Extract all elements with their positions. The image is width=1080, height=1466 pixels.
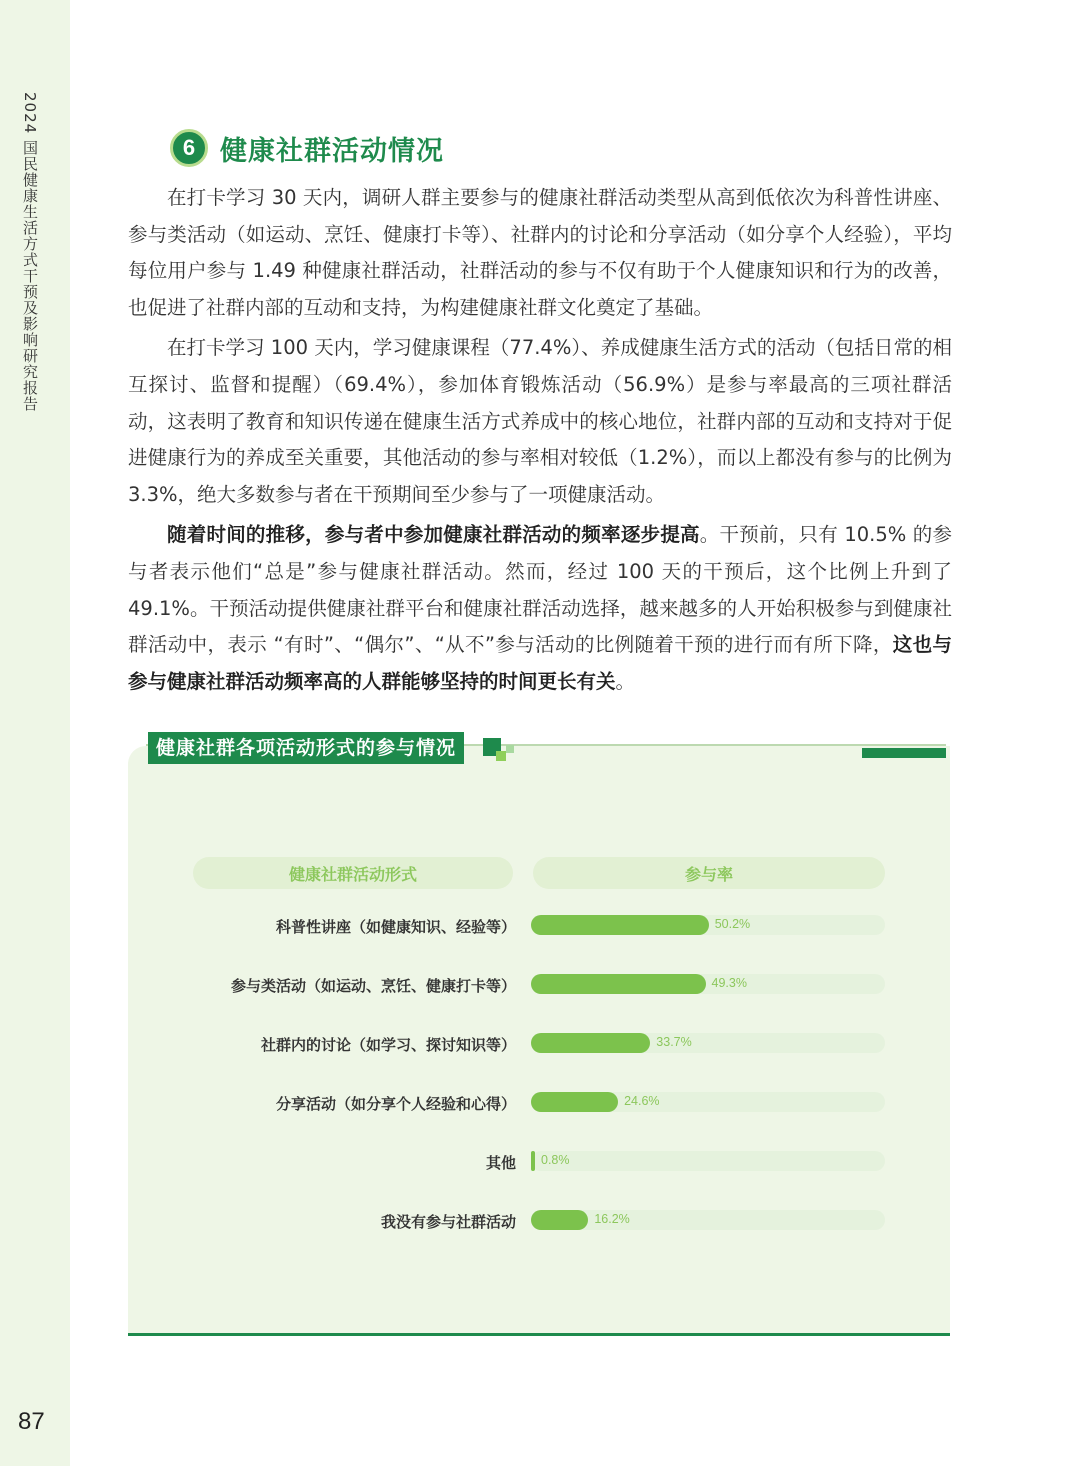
body-paragraph xyxy=(128,517,952,700)
category-label: 社群内的讨论（如学习、探讨知识等） xyxy=(260,1036,516,1054)
page-number: 87 xyxy=(18,1408,45,1435)
category-label: 我没有参与社群活动 xyxy=(380,1213,516,1231)
category-label: 参与类活动（如运动、烹饪、健康打卡等） xyxy=(230,977,516,995)
bar xyxy=(531,1033,650,1053)
chart-title: 健康社群各项活动形式的参与情况 xyxy=(148,732,464,764)
paragraph-text: 在打卡学习 30 天内，调研人群主要参与的健康社群活动类型从高到低依次为科普性讲座、参与类活动（如运动、烹饪、健康打卡等）、社群内的讨论和分享活动（如分享个人经验），平均每位用户参与 1.49 种健康社群活动，社群活动的参与不仅有助于个人健康知识和行为的改善，也促进了社群内部的互动和支持，为构建健康社群文化奠定了基础。 xyxy=(128,186,952,319)
bar-track xyxy=(531,1210,885,1230)
section-heading xyxy=(170,128,444,168)
section-title: 健康社群活动情况 xyxy=(220,135,444,167)
body-paragraph xyxy=(128,180,952,326)
value-column-header: 参与率 xyxy=(533,857,885,889)
chart-corner-accent xyxy=(862,748,946,758)
bar-track xyxy=(531,1033,885,1053)
bar-track xyxy=(531,1151,885,1171)
bar-track xyxy=(531,1092,885,1112)
report-running-title: 2024 国民健康生活方式干预及影响研究报告 xyxy=(21,92,39,412)
emphasized-text: 随着时间的推移，参与者中参加健康社群活动的频率逐步提高 xyxy=(167,523,700,547)
emphasized-text: 这也与参与健康社群活动频率高的人群能够坚持的时间更长有关 xyxy=(128,633,952,693)
bar-value-label: 24.6% xyxy=(624,1094,660,1108)
bar xyxy=(531,1210,588,1230)
bar-track xyxy=(531,915,885,935)
decorative-square xyxy=(496,751,506,761)
bar-value-label: 49.3% xyxy=(711,976,747,990)
bar xyxy=(531,974,706,994)
bar-value-label: 50.2% xyxy=(714,917,751,931)
category-label: 分享活动（如分享个人经验和心得） xyxy=(275,1095,516,1113)
category-label: 其他 xyxy=(485,1154,516,1172)
bar-value-label: 33.7% xyxy=(656,1035,692,1049)
bar-track xyxy=(531,974,885,994)
bar xyxy=(531,1151,535,1171)
category-label: 科普性讲座（如健康知识、经验等） xyxy=(275,918,516,936)
decorative-square xyxy=(506,745,514,753)
paragraph-text: 。 xyxy=(615,669,636,693)
body-paragraph xyxy=(128,330,952,513)
bar xyxy=(531,915,709,935)
bar-value-label: 0.8% xyxy=(541,1153,570,1167)
category-column-header: 健康社群活动形式 xyxy=(193,857,513,889)
bar-value-label: 16.2% xyxy=(594,1212,630,1226)
paragraph-text: 在打卡学习 100 天内，学习健康课程（77.4%）、养成健康生活方式的活动（包括日常的相互探讨、监督和提醒）（69.4%），参加体育锻炼活动（56.9%）是参与率最高的三项社群活动，这表明了教育和知识传递在健康生活方式养成中的核心地位，社群内部的互动和支持对于促进健康行为的养成至关重要，其他活动的参与率相对较低（1.2%），而以上都没有参与的比例为 3.3%，绝大多数参与者在干预期间至少参与了一项健康活动。 xyxy=(128,336,952,506)
bar xyxy=(531,1092,618,1112)
section-number-badge: 6 xyxy=(170,129,208,167)
paragraph-text: 。干预前，只有 10.5% 的参与者表示他们“总是”参与健康社群活动。然而，经过 100 天的干预后，这个比例上升到了 49.1%。干预活动提供健康社群平台和健康社群活动选择，越来越多的人开始积极参与到健康社群活动中，表示 “有时”、“偶尔”、“从不”参与活动的比例随着干预的进行而有所下降， xyxy=(128,523,952,657)
body-text xyxy=(128,180,952,704)
